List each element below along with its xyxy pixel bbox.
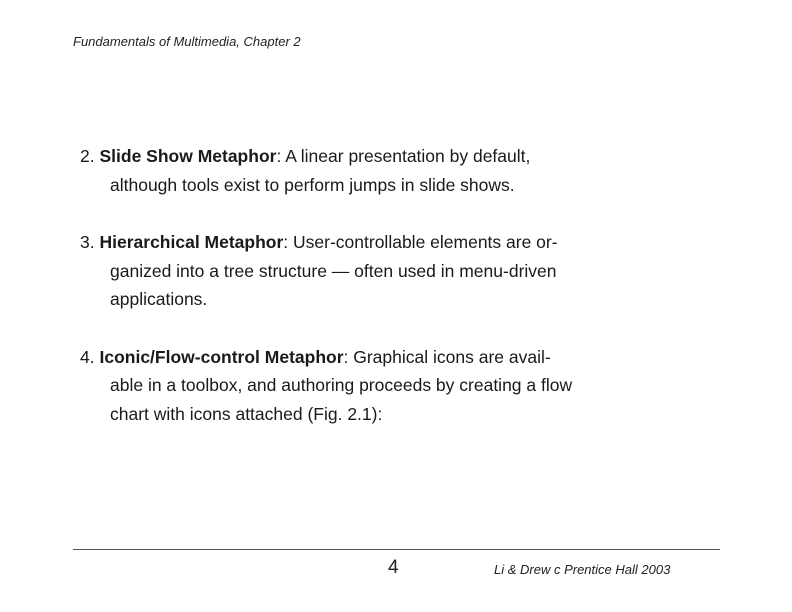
item-continuation-line: applications. [110,289,208,309]
page-number: 4 [388,557,399,578]
item-term: Slide Show Metaphor [99,146,277,166]
list-item [80,343,650,429]
slide-content [80,142,650,428]
item-text: : Graphical icons are avail- [343,346,551,367]
list-item [80,228,650,314]
item-number: 4. [80,346,95,367]
item-text: : User-controllable elements are or- [283,232,558,252]
footer-credit: Li & Drew c Prentice Hall 2003 [494,562,671,577]
item-continuation-line: ganized into a tree structure — often used in menu-driven [110,260,557,281]
item-number: 2. [80,146,95,166]
list-item-first-line [80,142,650,171]
list-item-first-line [80,228,650,257]
running-header: Fundamentals of Multimedia, Chapter 2 [73,34,301,49]
item-continuation-line: able in a toolbox, and authoring proceeds by creating a flow [110,375,573,395]
footer-divider [73,549,720,550]
item-term: Hierarchical Metaphor [99,232,284,252]
item-continuation-line: although tools exist to perform jumps in slide shows. [110,174,515,195]
item-number: 3. [80,232,95,252]
list-item [80,142,650,199]
item-term: Iconic/Flow-control Metaphor [99,346,344,367]
list-item-first-line [80,343,650,372]
item-text: : A linear presentation by default, [276,146,531,166]
item-continuation-line: chart with icons attached (Fig. 2.1): [110,403,383,424]
